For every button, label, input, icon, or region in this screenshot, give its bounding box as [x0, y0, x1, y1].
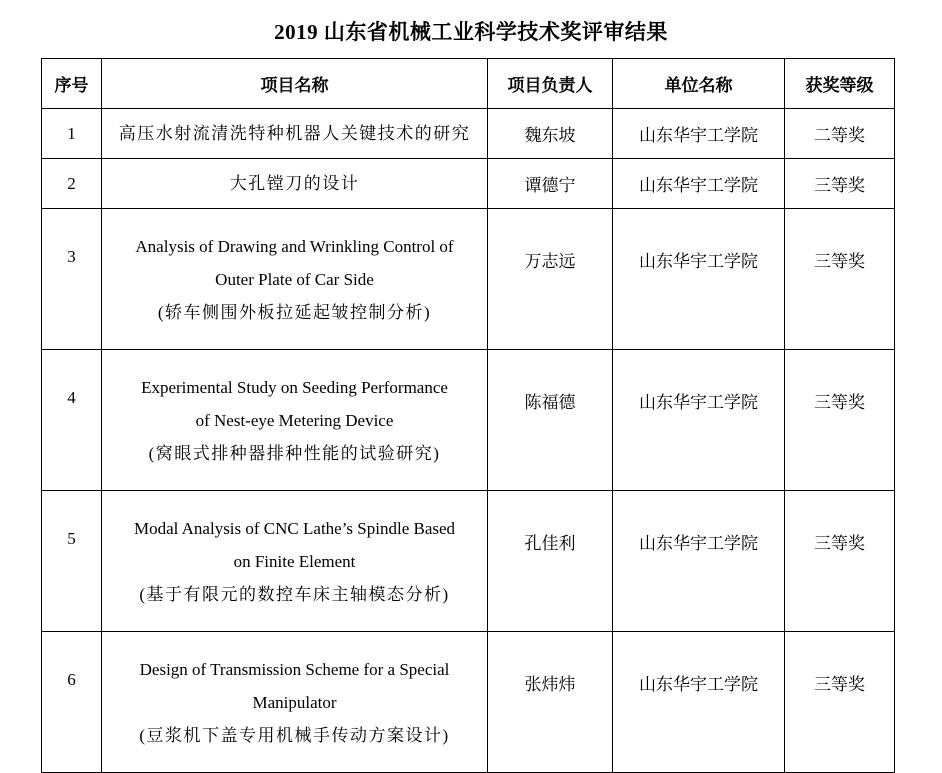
project-leader: 万志远	[488, 209, 613, 350]
project-name-en-line1: Experimental Study on Seeding Performance	[141, 377, 448, 397]
project-name-en-line1: Analysis of Drawing and Wrinkling Control of	[135, 236, 454, 256]
project-name	[102, 209, 488, 350]
table-header-row	[42, 59, 895, 109]
project-name-cn: (豆浆机下盖专用机械手传动方案设计)	[139, 725, 450, 745]
header-no: 序号	[42, 59, 102, 109]
header-project: 项目名称	[102, 59, 488, 109]
row-no: 2	[42, 159, 102, 209]
unit-name: 山东华宇工学院	[613, 109, 785, 159]
header-leader: 项目负责人	[488, 59, 613, 109]
unit-name: 山东华宇工学院	[613, 209, 785, 350]
header-unit: 单位名称	[613, 59, 785, 109]
table-row	[42, 159, 895, 209]
table-row	[42, 109, 895, 159]
unit-name: 山东华宇工学院	[613, 632, 785, 773]
page-title: 2019 山东省机械工业科学技术奖评审结果	[274, 20, 668, 44]
project-name-en-line1: Modal Analysis of CNC Lathe’s Spindle Based	[133, 518, 456, 538]
award-level: 三等奖	[785, 632, 895, 773]
award-level: 三等奖	[785, 491, 895, 632]
project-name-en-line2: on Finite Element	[233, 551, 356, 571]
project-name-en-line2: of Nest-eye Metering Device	[195, 410, 394, 430]
award-level: 二等奖	[785, 109, 895, 159]
award-level: 三等奖	[785, 350, 895, 491]
project-leader: 魏东坡	[488, 109, 613, 159]
row-no: 3	[42, 209, 102, 350]
project-name-cn: (基于有限元的数控车床主轴模态分析)	[139, 584, 450, 604]
unit-name: 山东华宇工学院	[613, 491, 785, 632]
project-leader: 谭德宁	[488, 159, 613, 209]
table-row	[42, 491, 895, 632]
table-row	[42, 209, 895, 350]
unit-name: 山东华宇工学院	[613, 350, 785, 491]
results-table	[41, 58, 895, 773]
row-no: 6	[42, 632, 102, 773]
project-name-cn: (轿车侧围外板拉延起皱控制分析)	[157, 302, 432, 322]
project-leader: 孔佳利	[488, 491, 613, 632]
award-level: 三等奖	[785, 159, 895, 209]
project-name	[102, 632, 488, 773]
project-name-en-line2: Outer Plate of Car Side	[215, 269, 374, 289]
project-name	[102, 491, 488, 632]
row-no: 5	[42, 491, 102, 632]
project-name-cn: 大孔镗刀的设计	[229, 174, 360, 193]
project-leader: 张炜炜	[488, 632, 613, 773]
header-award: 获奖等级	[785, 59, 895, 109]
row-no: 1	[42, 109, 102, 159]
row-no: 4	[42, 350, 102, 491]
project-name-en-line2: Manipulator	[252, 692, 337, 712]
project-name	[102, 350, 488, 491]
project-leader: 陈福德	[488, 350, 613, 491]
project-name-en-line1: Design of Transmission Scheme for a Special	[139, 659, 450, 679]
project-name-cn: 高压水射流清洗特种机器人关键技术的研究	[118, 124, 471, 143]
table-row	[42, 350, 895, 491]
table-row	[42, 632, 895, 773]
award-level: 三等奖	[785, 209, 895, 350]
project-name-cn: (窝眼式排种器排种性能的试验研究)	[148, 443, 441, 463]
project-name	[102, 109, 488, 159]
unit-name: 山东华宇工学院	[613, 159, 785, 209]
project-name	[102, 159, 488, 209]
